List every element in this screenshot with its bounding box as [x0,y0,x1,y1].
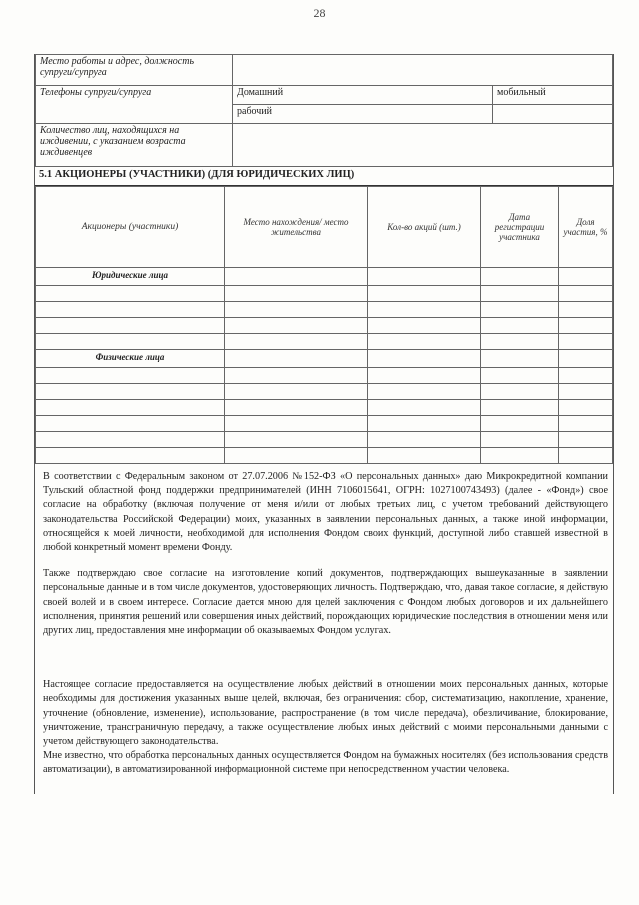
table-cell[interactable] [36,400,225,416]
table-cell[interactable] [481,368,559,384]
table-cell[interactable] [368,286,481,302]
table-cell[interactable] [225,448,368,464]
table-cell[interactable] [368,318,481,334]
table-cell[interactable] [36,302,225,318]
table-cell[interactable] [368,302,481,318]
consent-paragraph-2: Также подтверждаю свое согласие на изготовление копий документов, подтверждающих вышеуказанные в заявлении персональные данные и в том числе документов, удостоверяющих личность. Подтверждаю, что, давая такое согласие, я действую своей волей и в своем интересе. Согласие дается мною для целей заключения с Фондом любых договоров и их дальнейшего исполнения, принятия решений или совершения иных действий, порождающих юридические последствия в отношении меня или других лиц, предоставления мне информации об оказываемых Фондом услугах. [43,568,608,637]
table-cell[interactable] [225,286,368,302]
table-cell[interactable] [559,350,613,368]
table-cell[interactable] [559,448,613,464]
table-cell[interactable] [368,432,481,448]
table-cell[interactable] [36,334,225,350]
table-cell[interactable] [225,400,368,416]
table-row [36,334,613,350]
consent-paragraph-3: Настоящее согласие предоставляется на осуществление любых действий в отношении моих персональных данных, которые необходимы для достижения указанных выше целей, включая, без ограничения: сбор, систематизацию, накопление, хранение, уточнение (обновление, изменение), использование, распространение (в том числе передача), обезличивание, блокирование, уничтожение, трансграничную передачу, а также осуществление любых иных действий с моими персональными данными с учетом действующего законодательства. [43,679,608,748]
legal-entities-label: Юридические лица [36,268,225,286]
dependents-label: Количество лиц, находящихся на иждивении, с указанием возраста иждивенцев [36,124,233,167]
table-cell[interactable] [368,334,481,350]
table-cell[interactable] [36,368,225,384]
dependents-field[interactable] [233,124,613,167]
table-row [36,286,613,302]
table-cell[interactable] [559,302,613,318]
col-location: Место нахождения/ место жительства [225,187,368,268]
table-cell[interactable] [36,432,225,448]
mobile-phone-label: мобильный [497,87,546,98]
table-row [36,400,613,416]
table-row [36,318,613,334]
table-cell[interactable] [36,286,225,302]
table-cell[interactable] [36,384,225,400]
spouse-phones-label: Телефоны супруги/супруга [36,86,233,124]
table-cell[interactable] [481,302,559,318]
col-shares-count: Кол-во акций (шт.) [368,187,481,268]
table-cell[interactable] [225,318,368,334]
table-cell[interactable] [368,416,481,432]
table-cell[interactable] [559,286,613,302]
table-cell[interactable] [368,368,481,384]
spouse-work-label: Место работы и адрес, должность супруги/супруга [36,55,233,86]
consent-text [35,464,613,794]
table-cell[interactable] [559,368,613,384]
table-cell[interactable] [225,350,368,368]
table-cell[interactable] [225,384,368,400]
work-phone-extra-field[interactable] [493,105,613,124]
table-cell[interactable] [225,302,368,318]
table-cell[interactable] [481,268,559,286]
spouse-info-table [35,54,613,167]
table-row [36,302,613,318]
table-cell[interactable] [36,318,225,334]
table-cell[interactable] [559,334,613,350]
table-cell[interactable] [559,384,613,400]
table-row [36,432,613,448]
spouse-work-field[interactable] [233,55,613,86]
table-cell[interactable] [36,448,225,464]
physical-persons-label: Физические лица [36,350,225,368]
table-cell[interactable] [368,350,481,368]
col-share-percent: Доля участия, % [559,187,613,268]
table-cell[interactable] [368,384,481,400]
shareholders-section-title: 5.1 АКЦИОНЕРЫ (УЧАСТНИКИ) (ДЛЯ ЮРИДИЧЕСКИХ ЛИЦ) [35,167,613,186]
table-cell[interactable] [559,432,613,448]
table-row [36,384,613,400]
home-phone-field[interactable] [233,86,493,105]
table-row [36,416,613,432]
mobile-phone-field[interactable] [493,86,613,105]
table-cell[interactable] [481,448,559,464]
table-cell[interactable] [368,448,481,464]
work-phone-field[interactable] [233,105,493,124]
table-cell[interactable] [36,416,225,432]
table-cell[interactable] [368,268,481,286]
table-cell[interactable] [481,350,559,368]
table-cell[interactable] [559,400,613,416]
table-cell[interactable] [225,268,368,286]
work-phone-label: рабочий [237,106,272,117]
table-cell[interactable] [225,416,368,432]
page-number: 28 [313,6,326,20]
table-cell[interactable] [559,416,613,432]
table-cell[interactable] [481,432,559,448]
consent-paragraph-1: В соответствии с Федеральным законом от 27.07.2006 №152-ФЗ «О персональных данных» даю Микрокредитной компании Тульский областной фонд поддержки предпринимателей (ИНН 7106015641, ОГРН: 1027100743493) (далее - «Фонд») свое согласие на обработку (включая получение от меня и/или от любых третьих лиц, с учетом требований действующего законодательства Российской Федерации) моих, указанных в заявлении персональных данных, а также иной информации, относящейся к моей личности, необходимой для исполнения Фондом своих функций, доступной либо ставшей известной в любой конкретный момент времени Фонду. [43,471,608,554]
table-row [36,368,613,384]
home-phone-label: Домашний [237,87,284,98]
table-cell[interactable] [225,334,368,350]
table-row [36,448,613,464]
col-registration-date: Дата регистрации участника [481,187,559,268]
table-cell[interactable] [481,384,559,400]
table-cell[interactable] [481,416,559,432]
form-frame [34,54,614,794]
table-cell[interactable] [481,400,559,416]
col-shareholders: Акционеры (участники) [36,187,225,268]
table-cell[interactable] [481,286,559,302]
table-cell[interactable] [481,318,559,334]
table-cell[interactable] [368,400,481,416]
table-cell[interactable] [559,318,613,334]
table-cell[interactable] [225,368,368,384]
consent-paragraph-4: Мне известно, что обработка персональных данных осуществляется Фондом на бумажных носителях (без использования средств автоматизации), в автоматизированной информационной системе при непосредственном участии человека. [43,750,608,776]
shareholders-table [35,186,613,464]
table-cell[interactable] [481,334,559,350]
table-cell[interactable] [225,432,368,448]
table-cell[interactable] [559,268,613,286]
